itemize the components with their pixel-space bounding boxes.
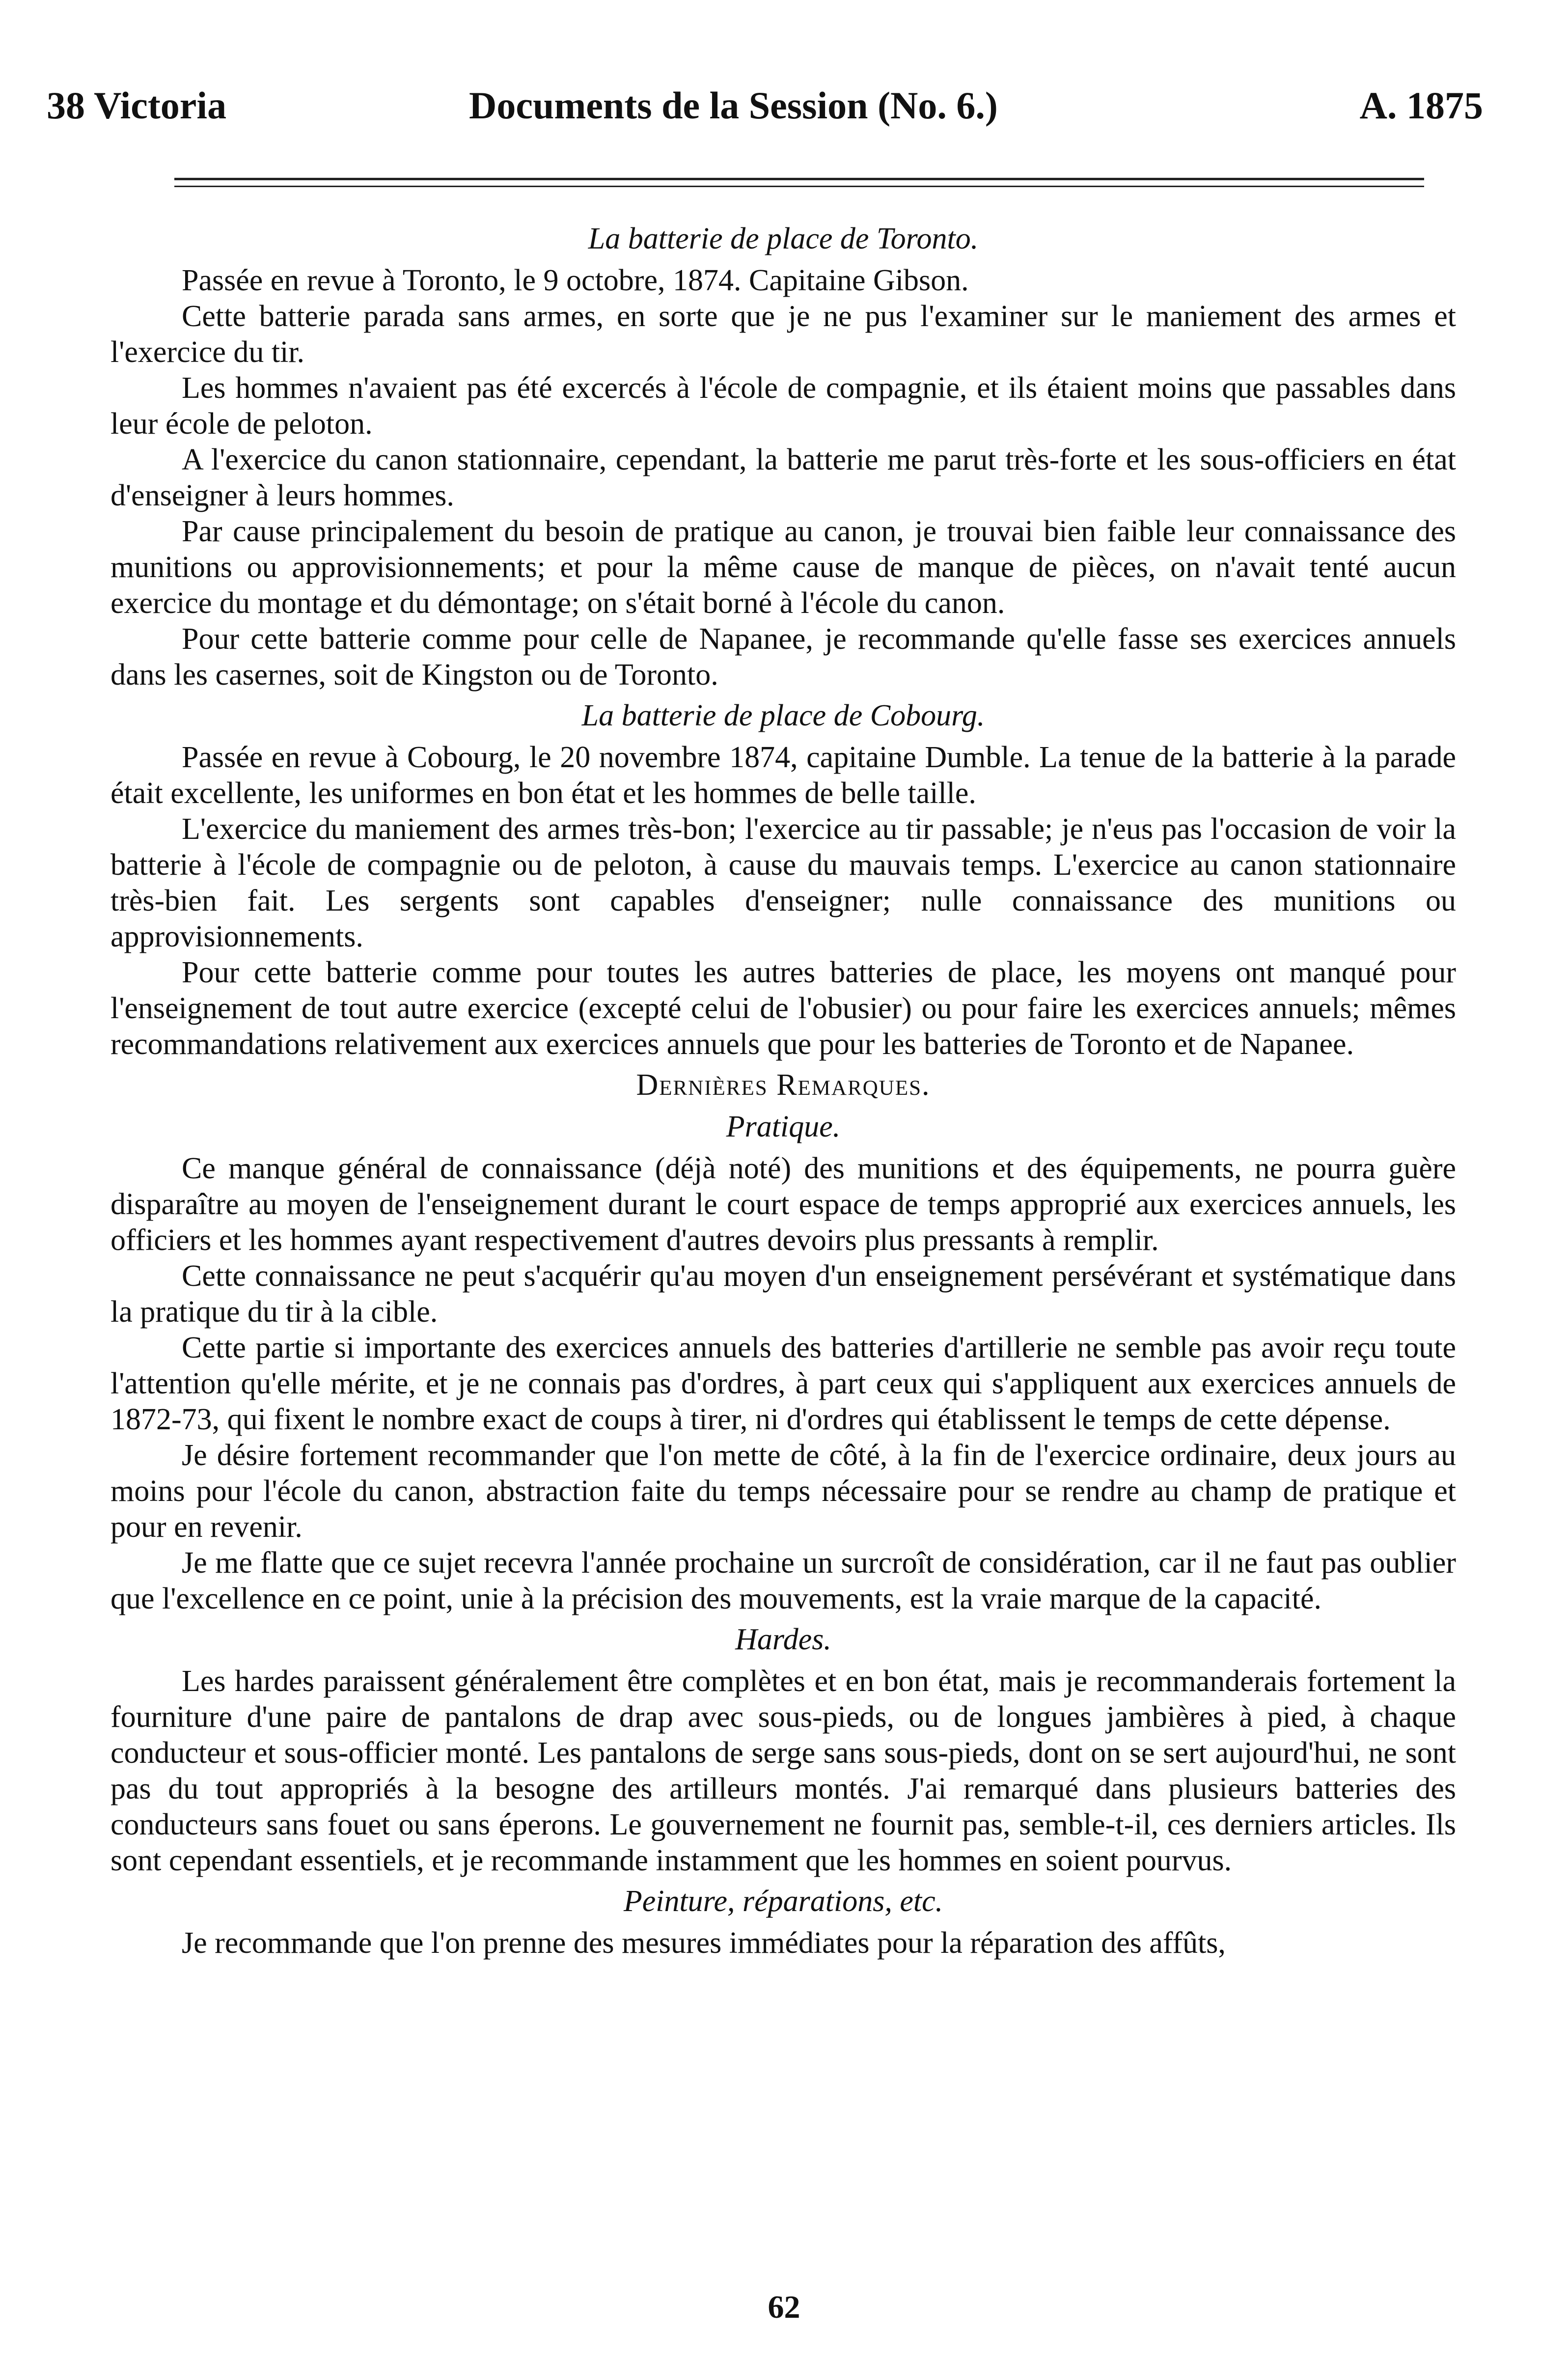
paragraph: Par cause principalement du besoin de pratique au canon, je trouvai bien faible leur connaissance des munitions ou approvisionnements; et pour la même cause de manque de pièces, on n'avait tenté aucun exercice du montage et du démontage; on s'était borné à l'école du canon. bbox=[110, 515, 1456, 620]
section-heading: Peinture, réparations, etc. bbox=[623, 1885, 943, 1918]
page-number: 62 bbox=[768, 2289, 800, 2325]
paragraph: L'exercice du maniement des armes très-bon; l'exercice au tir passable; je n'eus pas l'occasion de voir la batterie à l'école de compagnie ou de peloton, à cause du mauvais temps. L'exercice au canon stationnaire très-bien fait. Les sergents sont capables d'enseigner; nulle connaissance des munitions ou approvisionnements. bbox=[110, 812, 1456, 953]
header-rule bbox=[174, 178, 1424, 180]
header-year: A. 1875 bbox=[1359, 84, 1483, 127]
section-heading: La batterie de place de Toronto. bbox=[588, 222, 979, 255]
section-heading: Pratique. bbox=[726, 1110, 841, 1143]
header-rule-thin bbox=[174, 186, 1424, 187]
paragraph: Je me flatte que ce sujet recevra l'année prochaine un surcroît de considération, car il ne faut pas oublier que l'excellence en ce point, unie à la précision des mouvements, est la vraie marque de la capacité. bbox=[110, 1546, 1456, 1615]
section-heading: Hardes. bbox=[735, 1623, 831, 1656]
paragraph: Pour cette batterie comme pour celle de Napanee, je recommande qu'elle fasse ses exercices annuels dans les casernes, soit de Kingston ou de Toronto. bbox=[110, 622, 1456, 692]
paragraph: A l'exercice du canon stationnaire, cependant, la batterie me parut très-forte et les sous-officiers en état d'enseigner à leurs hommes. bbox=[110, 443, 1456, 512]
section-heading: La batterie de place de Cobourg. bbox=[581, 699, 985, 732]
running-header bbox=[47, 83, 1493, 138]
paragraph: Cette connaissance ne peut s'acquérir qu'au moyen d'un enseignement persévérant et systématique dans la pratique du tir à la cible. bbox=[110, 1259, 1456, 1329]
header-title: Documents de la Session (No. 6.) bbox=[469, 84, 998, 127]
main-text bbox=[110, 216, 1456, 1961]
paragraph: Les hardes paraissent généralement être complètes et en bon état, mais je recommanderais fortement la fourniture d'une paire de pantalons de drap avec sous-pieds, ou de longues jambières à pied, à chaque conducteur et sous-officier monté. Les pantalons de serge sans sous-pieds, dont on se sert aujourd'hui, ne sont pas du tout appropriés à la besogne des artilleurs montés. J'ai remarqué dans plusieurs batteries des conducteurs sans fouet ou sans éperons. Le gouvernement ne fournit pas, semble-t-il, ces derniers articles. Ils sont cependant essentiels, et je recommande instamment que les hommes en soient pourvus. bbox=[110, 1665, 1456, 1877]
paragraph: Passée en revue à Toronto, le 9 octobre, 1874. Capitaine Gibson. bbox=[182, 264, 969, 297]
paragraph: Ce manque général de connaissance (déjà noté) des munitions et des équipements, ne pourra guère disparaître au moyen de l'enseignement durant le court espace de temps approprié aux exercices annuels, les officiers et les hommes ayant respectivement d'autres devoirs plus pressants à remplir. bbox=[110, 1152, 1456, 1257]
paragraph: Cette batterie parada sans armes, en sorte que je ne pus l'examiner sur le maniement des armes et l'exercice du tir. bbox=[110, 300, 1456, 369]
header-volume: 38 Victoria bbox=[47, 84, 227, 127]
paragraph: Je recommande que l'on prenne des mesures immédiates pour la réparation des affûts, bbox=[182, 1926, 1226, 1960]
paragraph: Pour cette batterie comme pour toutes les autres batteries de place, les moyens ont manqué pour l'enseignement de tout autre exercice (excepté celui de l'obusier) ou pour faire les exercices annuels; mêmes recommandations relativement aux exercices annuels que pour les batteries de Toronto et de Napanee. bbox=[110, 956, 1456, 1061]
paragraph: Je désire fortement recommander que l'on mette de côté, à la fin de l'exercice ordinaire, deux jours au moins pour l'école du canon, abstraction faite du temps nécessaire pour se rendre au champ de pratique et pour en revenir. bbox=[110, 1439, 1456, 1544]
paragraph: Les hommes n'avaient pas été excercés à l'école de compagnie, et ils étaient moins que passables dans leur école de peloton. bbox=[110, 371, 1456, 441]
paragraph: Cette partie si importante des exercices annuels des batteries d'artillerie ne semble pas avoir reçu toute l'attention qu'elle mérite, et je ne connais pas d'ordres, à part ceux qui s'appliquent aux exercices annuels de 1872-73, qui fixent le nombre exact de coups à tirer, ni d'ordres qui établissent le temps de cette dépense. bbox=[110, 1331, 1456, 1436]
paragraph: Passée en revue à Cobourg, le 20 novembre 1874, capitaine Dumble. La tenue de la batterie à la parade était excellente, les uniformes en bon état et les hommes de belle taille. bbox=[110, 741, 1456, 810]
section-heading: Dernières Remarques. bbox=[636, 1068, 931, 1102]
